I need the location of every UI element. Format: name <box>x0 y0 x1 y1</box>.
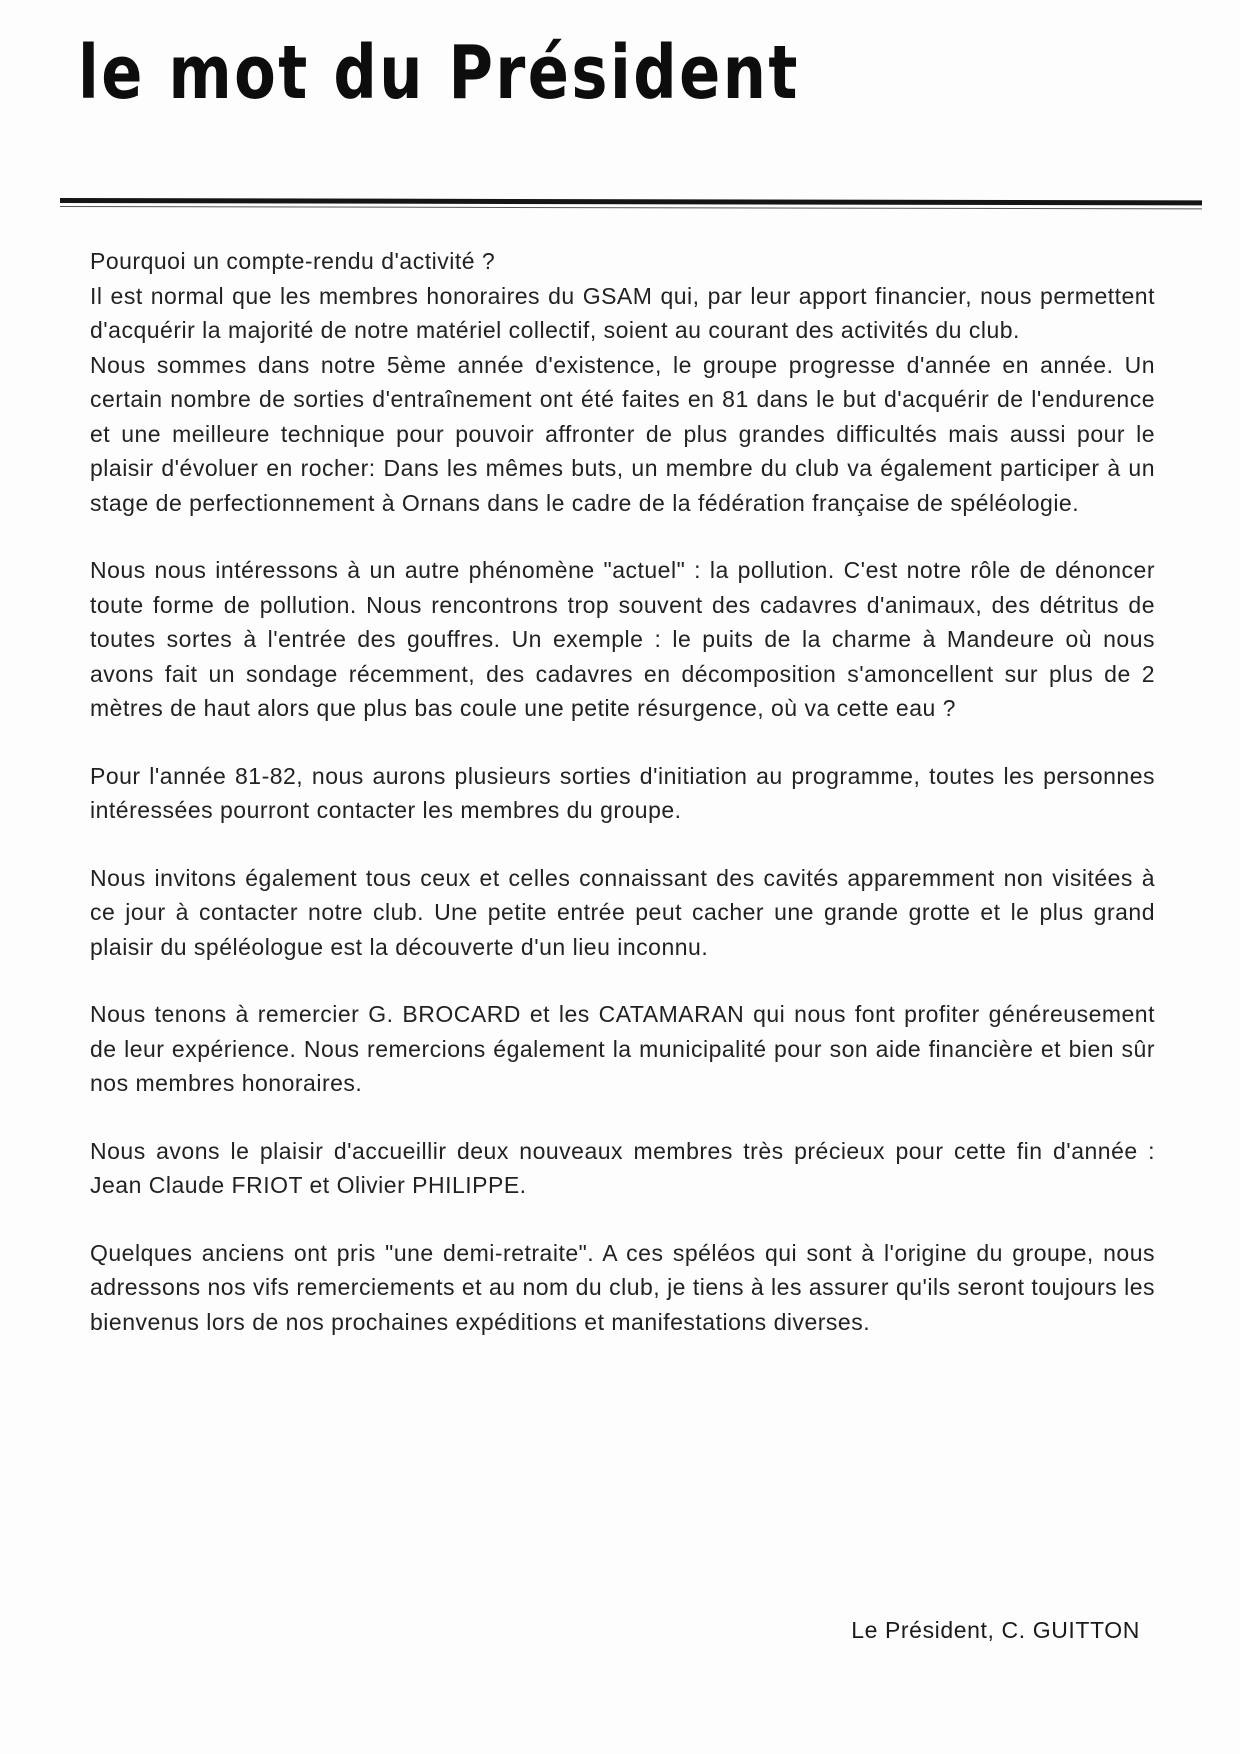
paragraph-club-progress: Nous sommes dans notre 5ème année d'existence, le groupe progresse d'année en année. Un certain nombre de sorties d'entraînement ont été faites en 81 dans le but d'acquérir de l'endurence et une meilleure technique pour pouvoir affronter de plus grandes difficultés mais aussi pour le plaisir d'évoluer en rocher: Dans les mêmes buts, un membre du club va également participer à un stage de perfectionnement à Ornans dans le cadre de la fédération française de spéléologie. <box>90 351 1155 516</box>
paragraph-pollution: Nous nous intéressons à un autre phénomène "actuel" : la pollution. C'est notre rôle de dénoncer toute forme de pollution. Nous rencontrons trop souvent des cadavres d'animaux, des détritus de toutes sortes à l'entrée des gouffres. Un exemple : le puits de la charme à Mandeure où nous avons fait un sondage récemment, des cadavres en décomposition s'amoncellent sur plus de 2 mètres de haut alors que plus bas coule une petite résurgence, où va cette eau ? <box>90 557 1155 721</box>
paragraph-thanks: Nous tenons à remercier G. BROCARD et les CATAMARAN qui nous font profiter généreusement de leur expérience. Nous remercions également la municipalité pour son aide financière et bien sûr nos membres honoraires. <box>90 1001 1155 1096</box>
paragraph-new-members: Nous avons le plaisir d'accueillir deux nouveaux membres très précieux pour cette fin d'année : Jean Claude FRIOT et Olivier PHILIPPE. <box>90 1137 1155 1198</box>
paragraph-veterans: Quelques anciens ont pris "une demi-retraite". A ces spéléos qui sont à l'origine du groupe, nous adressons nos vifs remerciements et au nom du club, je tiens à les assurer qu'ils seront toujours les bienvenus lors de nos prochaines expéditions et manifestations diverses. <box>90 1239 1155 1335</box>
signature: Le Président, C. GUITTON <box>851 1617 1140 1643</box>
paragraph-question: Pourquoi un compte-rendu d'activité ? <box>90 248 496 274</box>
paragraph-honorary-members: Il est normal que les membres honoraires du GSAM qui, par leur apport financier, nous permettent d'acquérir la majorité de notre matériel collectif, soient au courant des activités du club. <box>90 282 1155 343</box>
document-title: le mot du Président <box>78 30 800 116</box>
paragraph-cavities: Nous invitons également tous ceux et celles connaissant des cavités apparemment non visitées à ce jour à contacter notre club. Une petite entrée peut cacher une grande grotte et le plus grand plaisir du spéléologue est la découverte d'un lieu inconnu. <box>90 864 1155 960</box>
title-divider-shadow <box>60 206 1202 209</box>
document-body <box>90 244 1155 1372</box>
paragraph-initiation: Pour l'année 81-82, nous aurons plusieurs sorties d'initiation au programme, toutes les personnes intéressées pourront contacter les membres du groupe. <box>90 762 1155 823</box>
title-divider <box>60 198 1202 205</box>
